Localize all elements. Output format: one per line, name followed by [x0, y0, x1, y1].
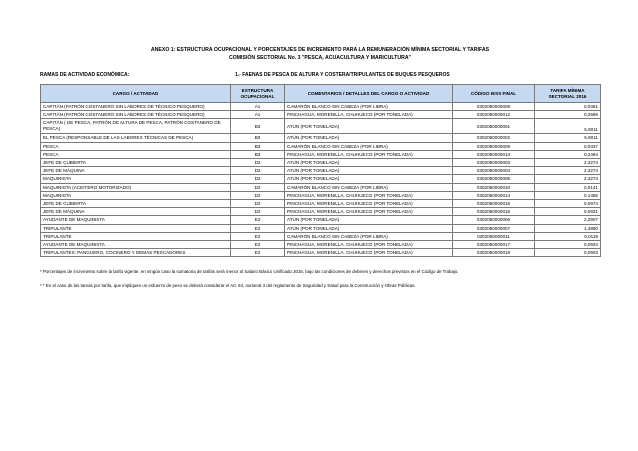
cell-codigo: 0302050000017: [453, 241, 535, 249]
table-body: [41, 103, 601, 257]
ramas-label: RAMAS DE ACTIVIDAD ECONÓMICA:: [40, 72, 130, 78]
cell-codigo: 0302050000002: [453, 134, 535, 142]
cell-tarifa: 0,0931: [535, 208, 601, 216]
cell-estructura: D2: [231, 191, 285, 199]
cell-comentario: ATÚN (POR TONELADA): [285, 216, 453, 224]
cell-codigo: 0302050000018: [453, 249, 535, 257]
cell-cargo: MAQUINISTA: [41, 175, 231, 183]
cell-estructura: D2: [231, 200, 285, 208]
cell-estructura: E2: [231, 232, 285, 240]
cell-codigo: 0302050000015: [453, 200, 535, 208]
cell-cargo: CAPITÁN (PATRÓN COSTANERO SIN LABORES DE TÉCNICO PESQUERO): [41, 111, 231, 119]
table-row: [41, 159, 601, 167]
cell-estructura: D2: [231, 175, 285, 183]
cell-codigo: 0302050000013: [453, 150, 535, 158]
footnote-2: * * En el caso de las tareas por tarifa, que impliquen un esfuerzo de peso se deberá considerar el Art. 64, numeral 3 del reglamento de Seguridad y Salud para la Construcción y Obras Públicas.: [40, 283, 416, 288]
cell-estructura: E2: [231, 241, 285, 249]
cell-codigo: 0302050000009: [453, 142, 535, 150]
cell-tarifa: 2,3274: [535, 159, 601, 167]
cell-cargo: EL PESCA (RESPONSABLE DE LAS LABORES TÉCNICAS DE PESCA): [41, 134, 231, 142]
table-row: [41, 249, 601, 257]
table-row: [41, 103, 601, 111]
cell-cargo: PESCA: [41, 150, 231, 158]
cell-cargo: JEFE DE MÁQUINA: [41, 167, 231, 175]
cell-estructura: E2: [231, 249, 285, 257]
cell-comentario: PINCHAGUA, MORENILLA, CHUHUECO (POR TONELADA): [285, 241, 453, 249]
table-row: [41, 175, 601, 183]
col-header-tarifa: TARIFA MÍNIMA SECTORIAL 2016: [535, 85, 601, 103]
table-row: [41, 111, 601, 119]
cell-comentario: PINCHAGUA, MORENILLA, CHUHUECO (POR TONELADA): [285, 208, 453, 216]
cell-comentario: CAMARÓN BLANCO SIN CABEZA (POR LIBRA): [285, 232, 453, 240]
cell-estructura: D2: [231, 167, 285, 175]
title-line-1: ANEXO 1: ESTRUCTURA OCUPACIONAL Y PORCENTAJES DE INCREMENTO PARA LA REMUNERACIÓN MÍNIMA SECTORIAL Y TARIFAS: [150, 47, 490, 53]
cell-comentario: ATÚN (POR TONELADA): [285, 175, 453, 183]
cell-codigo: 0302050000010: [453, 183, 535, 191]
cell-cargo: MAQUINISTA (ACEITERO MOTORIZADO): [41, 183, 231, 191]
cell-comentario: PINCHAGUA, MORENILLA, CHUHUECO (POR TONELADA): [285, 249, 453, 257]
title-line-2: COMISIÓN SECTORIAL No. 3 "PESCA, ACUACULTURA Y MARICULTURA": [228, 55, 412, 61]
cell-codigo: 0302050000001: [453, 119, 535, 134]
tariff-table: [40, 84, 601, 257]
cell-estructura: B3: [231, 119, 285, 134]
cell-cargo: CAPITÁN (PATRÓN COSTANERO SIN LABORES DE TÉCNICO PESQUERO): [41, 103, 231, 111]
cell-cargo: MAQUINISTA: [41, 191, 231, 199]
cell-codigo: 0302050000011: [453, 232, 535, 240]
cell-tarifa: 5,6011: [535, 134, 601, 142]
cell-estructura: B3: [231, 134, 285, 142]
cell-codigo: 0302050000008: [453, 103, 535, 111]
cell-tarifa: 0,0934: [535, 241, 601, 249]
cell-cargo: TRIPULANTE: [41, 232, 231, 240]
cell-cargo: JEFE DE MÁQUINA: [41, 208, 231, 216]
cell-cargo: CAPITÁN ( DE PESCA, PATRÓN DE ALTURA DE PESCA, PATRÓN COSTANERO DE PESCA): [41, 119, 231, 134]
cell-comentario: ATÚN (POR TONELADA): [285, 167, 453, 175]
cell-cargo: PESCA: [41, 142, 231, 150]
cell-estructura: A1: [231, 103, 285, 111]
cell-codigo: 0302050000016: [453, 208, 535, 216]
cell-estructura: D2: [231, 208, 285, 216]
cell-codigo: 0302050000005: [453, 175, 535, 183]
col-header-estructura: ESTRUCTURA OCUPACIONAL: [231, 85, 285, 103]
cell-estructura: D2: [231, 159, 285, 167]
cell-tarifa: 1,4890: [535, 224, 601, 232]
cell-comentario: ATÚN (POR TONELADA): [285, 119, 453, 134]
col-header-codigo: CÓDIGO IESS FINAL: [453, 85, 535, 103]
cell-tarifa: 0,0337: [535, 142, 601, 150]
cell-comentario: PINCHAGUA, MORENILLA, CHUHUECO (POR TONELADA): [285, 191, 453, 199]
cell-tarifa: 0,0119: [535, 232, 601, 240]
cell-tarifa: 0,0141: [535, 183, 601, 191]
cell-tarifa: 0,0351: [535, 103, 601, 111]
cell-cargo: TRIPULANTES: PANGUERO, COCINERO Y DEMÁS PESCADORES: [41, 249, 231, 257]
cell-cargo: JEFE DE CUBIERTA: [41, 159, 231, 167]
table-row: [41, 191, 601, 199]
cell-comentario: CAMARÓN BLANCO SIN CABEZA (POR LIBRA): [285, 183, 453, 191]
cell-estructura: E2: [231, 224, 285, 232]
table-row: [41, 183, 601, 191]
document-title: [40, 46, 600, 62]
cell-comentario: ATÚN (POR TONELADA): [285, 224, 453, 232]
cell-codigo: 0302050000004: [453, 167, 535, 175]
cell-tarifa: 2,3274: [535, 175, 601, 183]
cell-tarifa: 2,3274: [535, 167, 601, 175]
table-row: [41, 208, 601, 216]
cell-estructura: B3: [231, 150, 285, 158]
table-row: [41, 119, 601, 134]
cell-tarifa: 0,1456: [535, 191, 601, 199]
col-header-comentarios: COMENTARIOS / DETALLES DEL CARGO O ACTIVIDAD: [285, 85, 453, 103]
cell-tarifa: 2,2907: [535, 216, 601, 224]
cell-comentario: PINCHAGUA, MORENILLA, CHUHUECO (POR TONELADA): [285, 150, 453, 158]
table-row: [41, 167, 601, 175]
cell-cargo: JEFE DE CUBIERTA: [41, 200, 231, 208]
cell-comentario: CAMARÓN BLANCO SIN CABEZA (POR LIBRA): [285, 103, 453, 111]
cell-estructura: D2: [231, 183, 285, 191]
cell-codigo: 0302050000006: [453, 216, 535, 224]
cell-tarifa: 0,0974: [535, 200, 601, 208]
col-header-cargo: CARGO / ACTIVIDAD: [41, 85, 231, 103]
table-row: [41, 232, 601, 240]
cell-estructura: B3: [231, 142, 285, 150]
cell-codigo: 0302050000003: [453, 159, 535, 167]
cell-tarifa: 0,2589: [535, 111, 601, 119]
cell-comentario: ATÚN (POR TONELADA): [285, 159, 453, 167]
cell-cargo: AYUDANTE DE MAQUINISTA: [41, 241, 231, 249]
table-row: [41, 150, 601, 158]
cell-tarifa: 5,6011: [535, 119, 601, 134]
cell-cargo: AYUDANTE DE MAQUINISTA: [41, 216, 231, 224]
cell-estructura: A1: [231, 111, 285, 119]
ramas-value: 1.- FAENAS DE PESCA DE ALTURA Y COSTERA/TRIPULANTES DE BUQUES PESQUEROS: [235, 72, 450, 78]
cell-codigo: 0302050000014: [453, 191, 535, 199]
cell-cargo: TRIPULANTE: [41, 224, 231, 232]
cell-comentario: CAMARÓN BLANCO SIN CABEZA (POR LIBRA): [285, 142, 453, 150]
table-row: [41, 142, 601, 150]
table-header-row: [41, 85, 601, 103]
table-row: [41, 241, 601, 249]
cell-tarifa: 0,0903: [535, 249, 601, 257]
footnote-1: * Porcentajes de incremento sobre la tarifa vigente; en ningún caso la sumatoria de tarifas será menor al Salario Básico Unificado 2016, bajo las condiciones de deberes y derechos previstos en el Código de Trabajo.: [40, 269, 459, 274]
cell-comentario: PINCHAGUA, MORENILLA, CHUHUECO (POR TONELADA): [285, 200, 453, 208]
table-row: [41, 200, 601, 208]
cell-codigo: 0302050000007: [453, 224, 535, 232]
cell-codigo: 0302050000012: [453, 111, 535, 119]
cell-tarifa: 0,2494: [535, 150, 601, 158]
cell-estructura: E2: [231, 216, 285, 224]
cell-comentario: ATÚN (POR TONELADA): [285, 134, 453, 142]
table-row: [41, 216, 601, 224]
table-row: [41, 134, 601, 142]
table-row: [41, 224, 601, 232]
cell-comentario: PINCHAGUA, MORENILLA, CHUHUECO (POR TONELADA): [285, 111, 453, 119]
